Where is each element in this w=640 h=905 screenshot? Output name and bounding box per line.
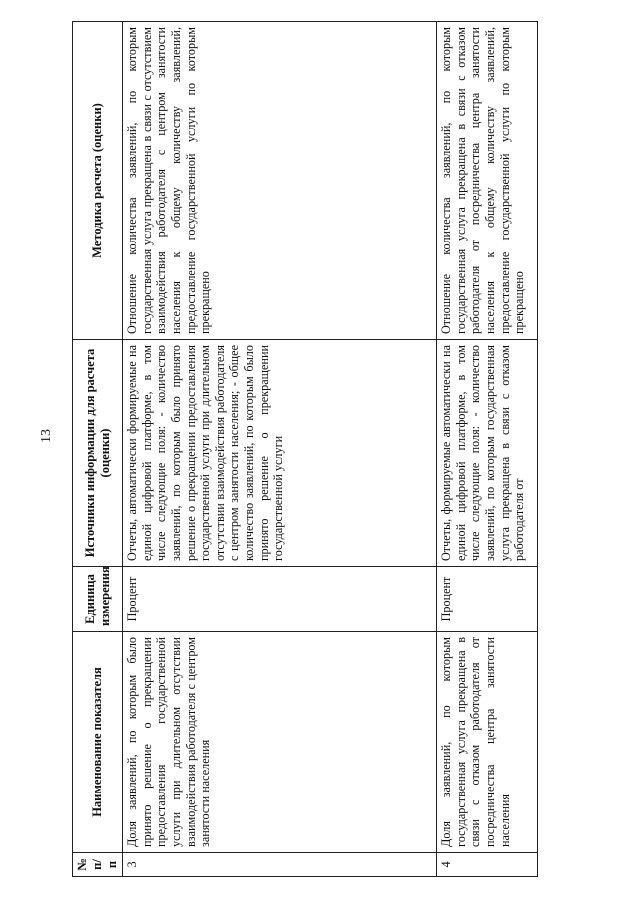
row-unit: Процент	[123, 567, 437, 632]
header-num: № п/п	[73, 853, 123, 877]
row-num: 4	[437, 853, 538, 877]
table-row	[123, 22, 437, 877]
header-unit: Единица измерения	[73, 567, 123, 632]
row-method: Отношение количества заявлений, по которым государственная услуга прекращена в связи с отказом работодателя от посредничества центра занятости населения к общему количеству заявлений, предоставление государственной услуги по которым прекращено	[437, 22, 538, 340]
row-indicator-name: Доля заявлений, по которым было принято решение о прекращении предоставления государственной услуги при длительном отсутствии взаимодействия работодателя с центром занятости населения	[123, 632, 437, 853]
row-indicator-name: Доля заявлений, по которым государственная услуга прекращена в связи с отказом работодателя от посредничества центра занятости населения	[437, 632, 538, 853]
table-header-row	[73, 22, 123, 877]
page-number: 13	[39, 429, 54, 443]
row-sources: Отчеты, автоматически формируемые на единой цифровой платформе, в том числе следующие поля: - количество заявлений, по которым было принято решение о прекращении предоставления государственной услуги при длительном отсутствии взаимодействия работодателя с центром занятости населения; - общее количество заявлений, по которым было принято решение о прекращении государственной услуги	[123, 340, 437, 567]
row-num: 3	[123, 853, 437, 877]
header-name: Наименование показателя	[73, 632, 123, 853]
indicator-table	[72, 21, 538, 877]
indicator-table-sheet	[72, 22, 538, 877]
header-method: Методика расчета (оценки)	[73, 22, 123, 340]
header-sources: Источники информации для расчета (оценки)	[73, 340, 123, 567]
row-unit: Процент	[437, 567, 538, 632]
table-row	[437, 22, 538, 877]
row-sources: Отчеты, формируемые автоматически на единой цифровой платформе, в том числе следующие поля: - количество заявлений, по которым государственная услуга прекращена в связи с отказом работодателя от	[437, 340, 538, 567]
row-method: Отношение количества заявлений, по которым государственная услуга прекращена в связи с отсутствием взаимодействия работодателя с центром занятости населения к общему количеству заявлений, предоставление государственной услуги по которым прекращено	[123, 22, 437, 340]
